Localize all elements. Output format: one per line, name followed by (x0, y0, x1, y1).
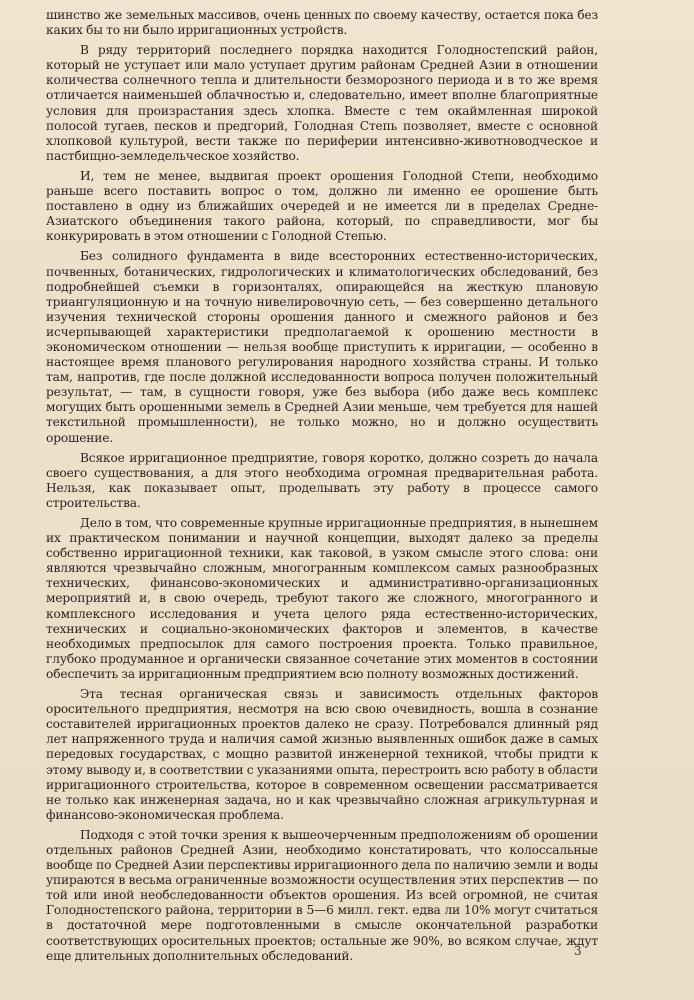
body-text (46, 8, 598, 969)
page-number: 3 (574, 944, 582, 958)
paragraph-6: Дело в том, что современные крупные ирригационные предприятия, в нынешнем их практическом понимании и научной концепции, выходят далеко за пределы собственно ирригационной техники, как таковой, в узком смысле этого слова: они являются чрезвычайно сложным, многогранным комплексом самых разнообразных технических, финансово-экономических и административно-организационных мероприятий и, в свою очередь, требуют такого же сложного, многогранного и комплексного исследования и учета целого ряда естественно-исторических, технических и социально-экономических факторов и элементов, в качестве необходимых предпосылок для самого построения проекта. Только правильное, глубоко продуманное и органически связанное сочетание этих моментов в состоянии обеспечить за ирригационным предприятием всю полноту возможных достижений. (46, 516, 598, 681)
paragraph-1: шинство же земельных массивов, очень ценных по своему качеству, остается пока без каких бы то ни было ирригационных устройств. (46, 8, 598, 38)
paragraph-3: И, тем не менее, выдвигая проект орошения Голодной Степи, необходимо раньше всего поставить вопрос о том, должно ли именно ее орошение быть поставлено в одну из ближайших очередей и не имеется ли в пределах Средне-Азиатского объединения такого района, который, по справедливости, мог бы конкурировать в этом отношении с Голодной Степью. (46, 168, 598, 244)
paragraph-8: Подходя с этой точки зрения к вышеочерченным предположениям об орошении отдельных районов Средней Азии, необходимо констатировать, что колоссальные вообще по Средней Азии перспективы ирригационного дела по наличию земли и воды упираются в весьма ограниченные возможности осуществления этих перспектив — по той или иной необследованности объектов орошения. Из всей огромной, не считая Голодностепского района, территории в 5—6 милл. гект. едва ли 10% могут считаться в достаточной мере подготовленными в смысле окончательной разработки соответствующих оросительных проектов; остальные же 90%, во всяком случае, ждут еще длительных дополнительных обследований. (46, 827, 598, 963)
paragraph-4: Без солидного фундамента в виде всесторонних естественно-исторических, почвенных, ботанических, гидрологических и климатологических обследований, без подробнейшей съемки в горизонталях, опирающейся на жесткую плановую триангуляционную и на точную нивелировочную сеть, — без совершенно детального изучения технической стороны орошения данного и смежного районов и без исчерпывающей характеристики предполагаемой к орошению местности в экономическом отношении — нельзя вообще приступить к ирригации, — особенно в настоящее время планового регулирования народного хозяйства страны. И только там, напротив, где после должной исследованности вопроса получен положительный результат, — там, в сущности говоря, уже без выбора (ибо даже весь комплекс могущих быть орошенными земель в Средней Азии меньше, чем требуется для нашей текстильной промышленности), не только можно, но и должно осуществить орошение. (46, 249, 598, 445)
paragraph-5: Всякое ирригационное предприятие, говоря коротко, должно созреть до начала своего существования, а для этого необходима огромная предварительная работа. Нельзя, как показывает опыт, проделывать эту работу в процессе самого строительства. (46, 450, 598, 510)
paragraph-7: Эта тесная органическая связь и зависимость отдельных факторов оросительного предприятия, несмотря на всю свою очевидность, вошла в сознание составителей ирригационных проектов далеко не сразу. Потребовался длинный ряд лет напряженного труда и наличия самой жизнью выявленных ошибок даже в самых передовых государствах, с мощно развитой инженерной техникой, чтобы придти к этому выводу и, в соответствии с указаниями опыта, перестроить всю работу в области ирригационного строительства, которое в современном освещении рассматривается не только как инженерная задача, но и как чрезвычайно сложная агрикультурная и финансово-экономическая проблема. (46, 687, 598, 822)
paragraph-2: В ряду территорий последнего порядка находится Голодностепский район, который не уступает или мало уступает другим районам Средней Азии в отношении количества солнечного тепла и длительности безморозного периода и в то же время отличается наименьшей облачностью и, следовательно, имеет вполне благоприятные условия для произрастания здесь хлопка. Вместе с тем окаймленная широкой полосой тугаев, песков и предгорий, Голодная Степь позволяет, вместе с основной хлопковой культурой, вести также по периферии интенсивно-животноводческое и пастбищно-земледельческое хозяйство. (46, 43, 598, 163)
